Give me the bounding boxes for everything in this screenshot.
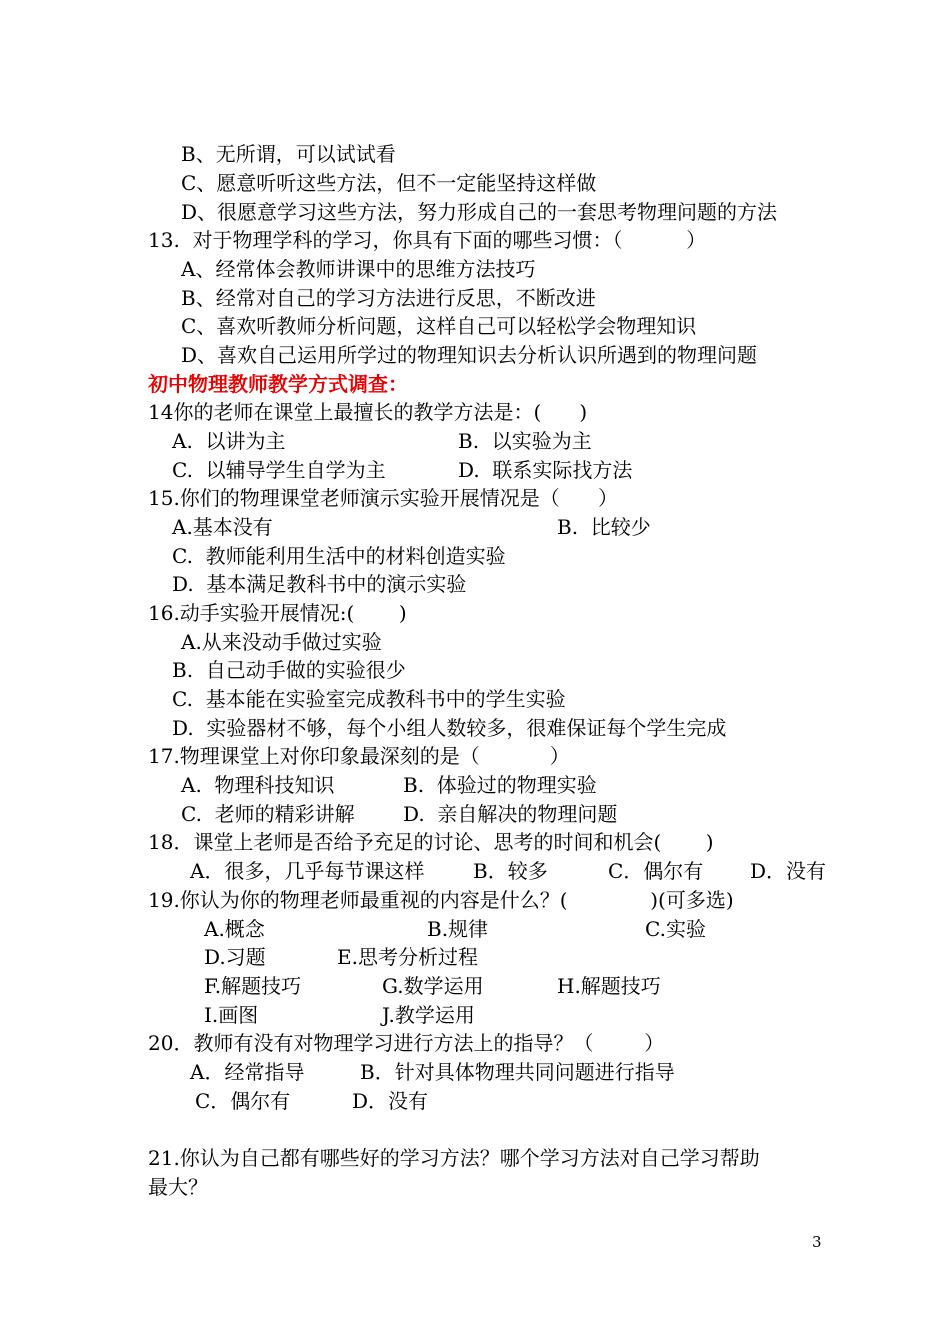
- q20-option-a: A．经常指导: [190, 1060, 305, 1084]
- q15-option-b: B. 比较少: [557, 515, 651, 539]
- q13-option-d: D、喜欢自己运用所学过的物理知识去分析认识所遇到的物理问题: [181, 343, 758, 367]
- q12-option-b: B、无所谓，可以试试看: [181, 142, 396, 166]
- q18-option-c: C．偶尔有: [608, 859, 704, 883]
- q18-option-b: B．较多: [473, 859, 548, 883]
- q19-option-g: G.数学运用: [382, 974, 484, 998]
- q19-option-f: F.解题技巧: [204, 974, 302, 998]
- q19-option-e: E.思考分析过程: [337, 945, 478, 969]
- q16-option-b: B. 自己动手做的实验很少: [172, 658, 406, 682]
- q18-option-a: A．很多，几乎每节课这样: [190, 859, 425, 883]
- q17-option-c: C. 老师的精彩讲解: [181, 802, 355, 826]
- q14-question: 14你的老师在课堂上最擅长的教学方法是：( ): [148, 400, 588, 424]
- q18-question: 18．课堂上老师是否给予充足的讨论、思考的时间和机会( ): [148, 830, 714, 854]
- q13-option-a: A、经常体会教师讲课中的思维方法技巧: [181, 257, 536, 281]
- q12-option-c: C、愿意听听这些方法，但不一定能坚持这样做: [181, 171, 597, 195]
- q21-question: 21.你认为自己都有哪些好的学习方法？哪个学习方法对自己学习帮助: [148, 1146, 760, 1170]
- q15-option-c: C. 教师能利用生活中的材料创造实验: [172, 544, 506, 568]
- q17-option-a: A. 物理科技知识: [181, 773, 335, 797]
- q13-option-b: B、经常对自己的学习方法进行反思，不断改进: [181, 286, 596, 310]
- q19-question: 19.你认为你的物理老师最重视的内容是什么？( )(可多选): [148, 888, 734, 912]
- q16-option-a: A.从来没动手做过实验: [181, 630, 382, 654]
- q19-option-h: H.解题技巧: [557, 974, 661, 998]
- q14-option-d: D. 联系实际找方法: [458, 458, 633, 482]
- q20-option-b: B．针对具体物理共同问题进行指导: [360, 1060, 675, 1084]
- q14-option-a: A. 以讲为主: [172, 429, 286, 453]
- q20-option-d: D．没有: [352, 1089, 429, 1113]
- q14-option-b: B. 以实验为主: [458, 429, 592, 453]
- q13-question: 13. 对于物理学科的学习，你具有下面的哪些习惯：（ ）: [148, 228, 707, 252]
- q17-question: 17.物理课堂上对你印象最深刻的是（ ）: [148, 744, 570, 768]
- q15-option-d: D. 基本满足教科书中的演示实验: [172, 572, 467, 596]
- q16-option-c: C. 基本能在实验室完成教科书中的学生实验: [172, 687, 566, 711]
- q16-option-d: D. 实验器材不够，每个小组人数较多，很难保证每个学生完成: [172, 716, 727, 740]
- q19-option-i: I.画图: [204, 1003, 259, 1027]
- q19-option-c: C.实验: [645, 917, 706, 941]
- q18-option-d: D．没有: [750, 859, 827, 883]
- q17-option-b: B. 体验过的物理实验: [403, 773, 597, 797]
- q15-question: 15.你们的物理课堂老师演示实验开展情况是（ ）: [148, 486, 618, 510]
- q20-option-c: C．偶尔有: [195, 1089, 291, 1113]
- q17-option-d: D. 亲自解决的物理问题: [403, 802, 618, 826]
- q19-option-b: B.规律: [427, 917, 489, 941]
- q16-question: 16.动手实验开展情况:( ): [148, 601, 407, 625]
- q15-option-a: A.基本没有: [172, 515, 273, 539]
- q12-option-d: D、很愿意学习这些方法，努力形成自己的一套思考物理问题的方法: [181, 200, 778, 224]
- page-number: 3: [812, 1233, 822, 1251]
- q19-option-d: D.习题: [204, 945, 266, 969]
- q13-option-c: C、喜欢听教师分析问题，这样自己可以轻松学会物理知识: [181, 314, 697, 338]
- section-heading: 初中物理教师教学方式调查：: [148, 372, 408, 396]
- q19-option-a: A.概念: [204, 917, 265, 941]
- q20-question: 20．教师有没有对物理学习进行方法上的指导？（ ）: [148, 1031, 665, 1055]
- q14-option-c: C. 以辅导学生自学为主: [172, 458, 386, 482]
- q19-option-j: J.教学运用: [382, 1003, 475, 1027]
- q21-question-cont: 最大？: [148, 1175, 208, 1199]
